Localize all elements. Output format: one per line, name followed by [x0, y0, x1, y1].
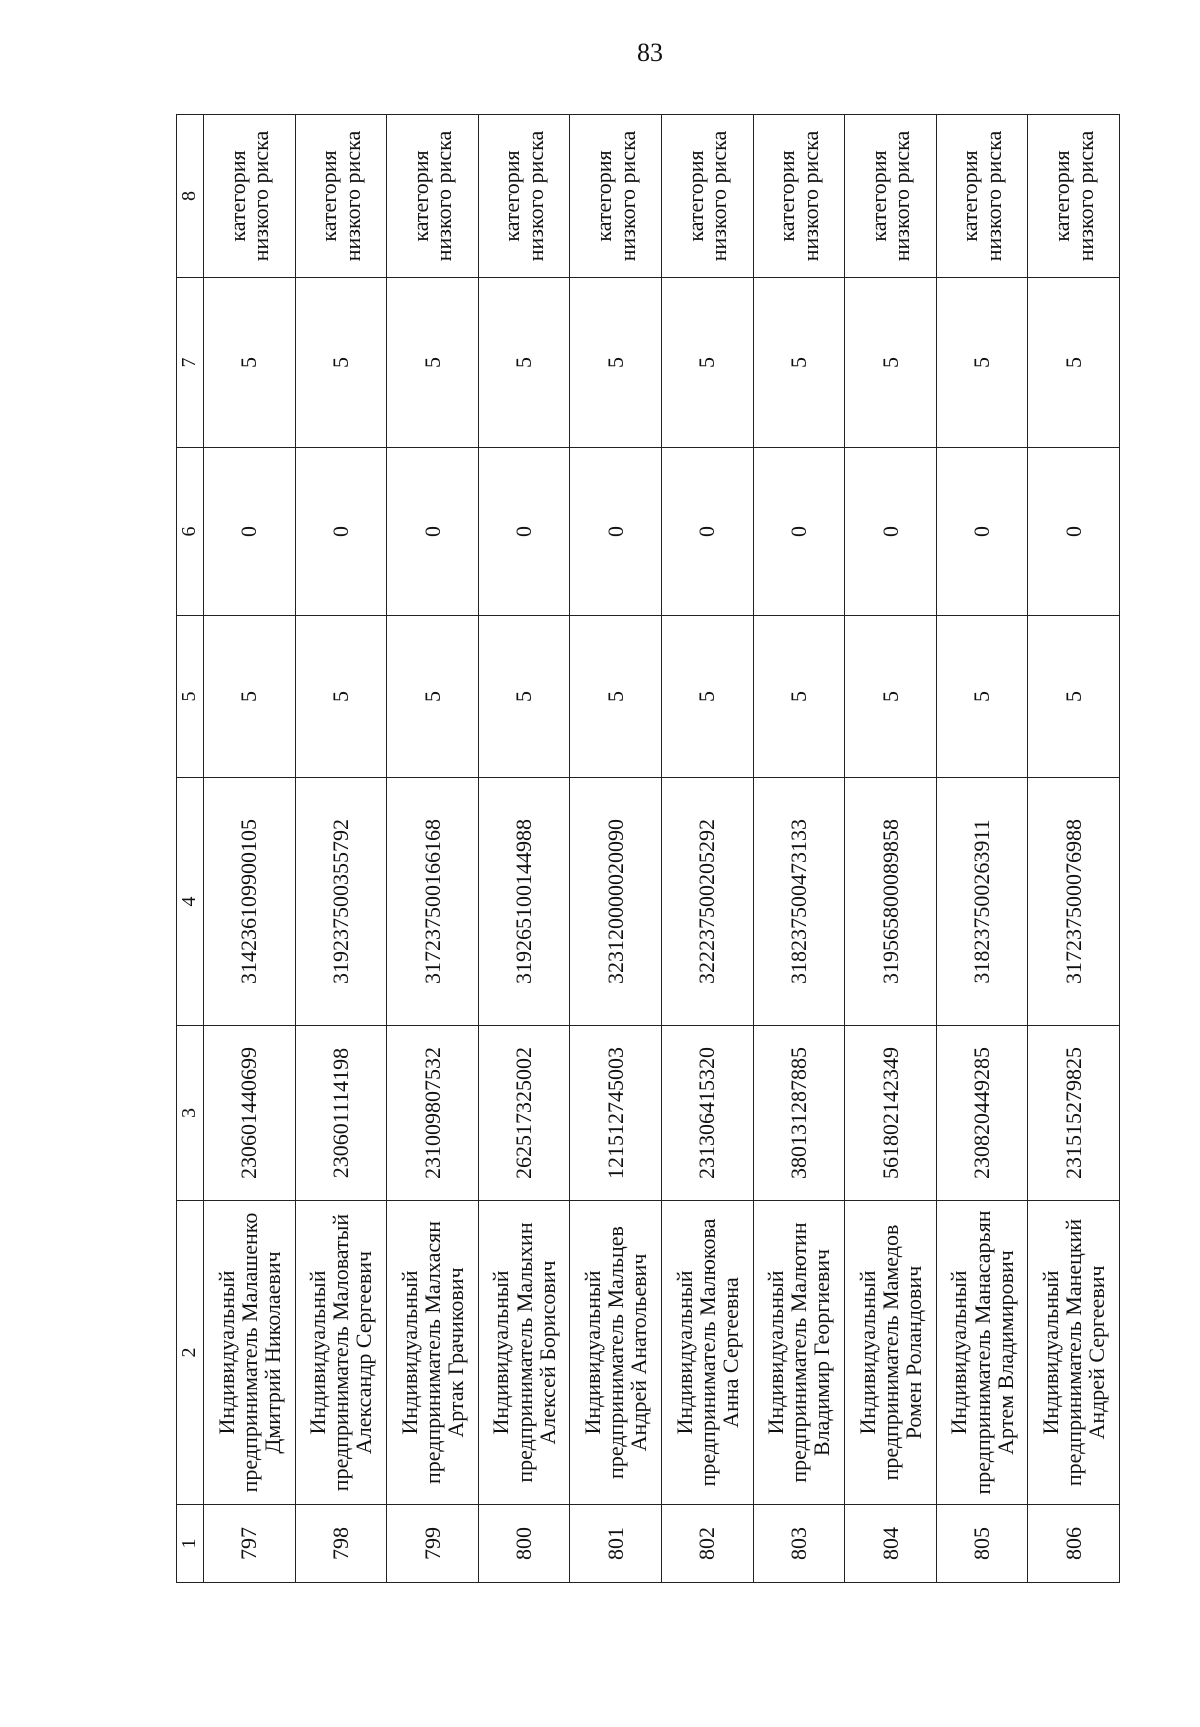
risk-category-line: категория [1048, 150, 1074, 242]
row-number-cell: 805 [936, 1505, 1028, 1583]
entrepreneur-name-cell [295, 1201, 387, 1505]
column-6-cell: 0 [845, 448, 937, 616]
risk-category-line: низкого риска [614, 130, 640, 262]
column-5-cell: 5 [295, 616, 387, 778]
column-7-cell: 5 [753, 278, 845, 448]
entrepreneur-name-line: Андрей Анатольевич [626, 1253, 652, 1452]
risk-category-cell [295, 115, 387, 278]
row-number-cell: 798 [295, 1505, 387, 1583]
risk-category-cell [936, 115, 1028, 278]
inn-cell: 262517325002 [478, 1026, 570, 1201]
column-6-cell: 0 [478, 448, 570, 616]
row-number-cell: 804 [845, 1505, 937, 1583]
entrepreneur-name-line: Артем Владимирович [992, 1250, 1018, 1455]
inn-cell: 561802142349 [845, 1026, 937, 1201]
risk-category-line: низкого риска [706, 130, 732, 262]
risk-category-line: категория [407, 150, 433, 242]
entrepreneur-name-line: Александр Сергеевич [351, 1250, 377, 1455]
column-7-cell: 5 [1028, 278, 1120, 448]
risk-category-cell [661, 115, 753, 278]
entrepreneur-name-line: Индивидуальный [213, 1270, 239, 1435]
risk-category-line: категория [499, 150, 525, 242]
ogrn-cell: 314236109900105 [204, 778, 296, 1026]
table-row [570, 115, 662, 1583]
entrepreneur-name-line: Владимир Георгиевич [809, 1248, 835, 1457]
column-header-5: 5 [177, 616, 204, 778]
column-7-cell: 5 [204, 278, 296, 448]
risk-category-line: низкого риска [889, 130, 915, 262]
page-number: 83 [637, 38, 663, 67]
table-row [661, 115, 753, 1583]
ogrn-cell: 323120000020090 [570, 778, 662, 1026]
table-row [387, 115, 479, 1583]
table-row [753, 115, 845, 1583]
entrepreneur-name-line: предприниматель Манецкий [1061, 1218, 1087, 1487]
entrepreneur-name-line: предприниматель Манасарьян [969, 1210, 995, 1495]
risk-category-line: категория [682, 150, 708, 242]
row-number-cell: 806 [1028, 1505, 1120, 1583]
entrepreneur-name-line: Ромен Роландович [901, 1265, 926, 1440]
risk-category-line: низкого риска [431, 130, 457, 262]
inn-cell: 231515279825 [1028, 1026, 1120, 1201]
column-header-2: 2 [177, 1201, 204, 1505]
entrepreneur-name-line: Анна Сергеевна [717, 1277, 743, 1428]
risk-category-line: низкого риска [339, 130, 365, 262]
risk-category-cell [204, 115, 296, 278]
entrepreneur-name-cell [204, 1201, 296, 1505]
column-6-cell: 0 [661, 448, 753, 616]
risk-category-line: низкого риска [523, 130, 549, 262]
header-row [177, 115, 204, 1583]
entrepreneur-name-line: Андрей Сергеевич [1084, 1265, 1110, 1440]
risk-category-line: категория [865, 150, 891, 242]
column-6-cell: 0 [570, 448, 662, 616]
entrepreneur-name-line: предприниматель Малютин [786, 1222, 812, 1483]
inn-cell: 121512745003 [570, 1026, 662, 1201]
risk-category-line: категория [590, 150, 616, 242]
risk-category-line: категория [224, 150, 250, 242]
entrepreneur-name-line: Индивидуальный [396, 1270, 422, 1435]
entrepreneur-name-line: Артак Грачикович [443, 1267, 469, 1438]
entrepreneur-name-line: предприниматель Мамедов [877, 1224, 903, 1481]
entrepreneur-name-cell [845, 1201, 937, 1505]
entrepreneur-name-line: предприниматель Малыхин [511, 1222, 537, 1483]
risk-category-cell [478, 115, 570, 278]
row-number-cell: 802 [661, 1505, 753, 1583]
risk-category-line: низкого риска [1072, 130, 1098, 262]
ogrn-cell: 317237500076988 [1028, 778, 1120, 1026]
row-number-cell: 801 [570, 1505, 662, 1583]
risk-category-line: категория [774, 150, 800, 242]
registry-table-container [176, 115, 1120, 1583]
row-number-cell: 799 [387, 1505, 479, 1583]
table-row [204, 115, 296, 1583]
risk-category-line: низкого риска [981, 130, 1007, 262]
inn-cell: 230820449285 [936, 1026, 1028, 1201]
column-header-3: 3 [177, 1026, 204, 1201]
column-5-cell: 5 [570, 616, 662, 778]
table-row [295, 115, 387, 1583]
column-5-cell: 5 [204, 616, 296, 778]
column-7-cell: 5 [478, 278, 570, 448]
ogrn-cell: 319265100144988 [478, 778, 570, 1026]
entrepreneur-name-line: Индивидуальный [946, 1270, 972, 1435]
entrepreneur-name-line: предприниматель Малхасян [419, 1220, 445, 1485]
entrepreneur-name-line: Индивидуальный [488, 1270, 514, 1435]
ogrn-cell: 318237500263911 [936, 778, 1028, 1026]
entrepreneur-name-cell [1028, 1201, 1120, 1505]
column-6-cell: 0 [295, 448, 387, 616]
table-row [1028, 115, 1120, 1583]
entrepreneur-name-line: Индивидуальный [1038, 1270, 1064, 1435]
column-7-cell: 5 [936, 278, 1028, 448]
entrepreneur-name-line: предприниматель Маловатый [328, 1213, 354, 1492]
ogrn-cell: 319237500355792 [295, 778, 387, 1026]
entrepreneur-name-cell [478, 1201, 570, 1505]
entrepreneur-name-line: Алексей Борисович [534, 1260, 560, 1445]
row-number-cell: 803 [753, 1505, 845, 1583]
entrepreneur-name-line: предприниматель Малюкова [694, 1218, 720, 1487]
ogrn-cell: 317237500166168 [387, 778, 479, 1026]
entrepreneur-name-line: Индивидуальный [580, 1270, 606, 1435]
column-6-cell: 0 [387, 448, 479, 616]
risk-category-cell [753, 115, 845, 278]
column-6-cell: 0 [753, 448, 845, 616]
column-7-cell: 5 [845, 278, 937, 448]
inn-cell: 230601440699 [204, 1026, 296, 1201]
column-5-cell: 5 [845, 616, 937, 778]
risk-category-cell [570, 115, 662, 278]
table-body [204, 115, 1120, 1583]
entrepreneur-name-line: Индивидуальный [305, 1270, 331, 1435]
risk-category-line: низкого риска [248, 130, 274, 262]
column-header-8: 8 [177, 115, 204, 278]
table-row [478, 115, 570, 1583]
entrepreneur-name-cell [936, 1201, 1028, 1505]
column-6-cell: 0 [204, 448, 296, 616]
column-5-cell: 5 [478, 616, 570, 778]
column-5-cell: 5 [387, 616, 479, 778]
risk-category-cell [1028, 115, 1120, 278]
inn-cell: 231306415320 [661, 1026, 753, 1201]
ogrn-cell: 319565800089858 [845, 778, 937, 1026]
column-6-cell: 0 [1028, 448, 1120, 616]
row-number-cell: 800 [478, 1505, 570, 1583]
risk-category-line: низкого риска [797, 130, 823, 262]
column-5-cell: 5 [661, 616, 753, 778]
entrepreneur-name-cell [387, 1201, 479, 1505]
row-number-cell: 797 [204, 1505, 296, 1583]
inn-cell: 231009807532 [387, 1026, 479, 1201]
risk-category-cell [845, 115, 937, 278]
ogrn-cell: 322237500205292 [661, 778, 753, 1026]
entrepreneur-name-cell [570, 1201, 662, 1505]
column-5-cell: 5 [753, 616, 845, 778]
column-6-cell: 0 [936, 448, 1028, 616]
entrepreneur-name-line: Дмитрий Николаевич [259, 1251, 285, 1454]
entrepreneur-name-line: Индивидуальный [854, 1270, 880, 1435]
entrepreneur-name-line: Индивидуальный [763, 1270, 789, 1435]
inn-cell: 230601114198 [295, 1026, 387, 1201]
column-7-cell: 5 [661, 278, 753, 448]
entrepreneur-name-cell [661, 1201, 753, 1505]
column-header-7: 7 [177, 278, 204, 448]
risk-category-cell [387, 115, 479, 278]
entrepreneur-name-line: предприниматель Малашенко [236, 1212, 262, 1493]
column-header-6: 6 [177, 448, 204, 616]
inn-cell: 380131287885 [753, 1026, 845, 1201]
column-5-cell: 5 [936, 616, 1028, 778]
entrepreneur-name-line: предприниматель Мальцев [603, 1226, 629, 1479]
column-header-1: 1 [177, 1505, 204, 1583]
risk-category-line: категория [316, 150, 342, 242]
table-row [845, 115, 937, 1583]
column-7-cell: 5 [387, 278, 479, 448]
column-5-cell: 5 [1028, 616, 1120, 778]
column-7-cell: 5 [570, 278, 662, 448]
table-row [936, 115, 1028, 1583]
ogrn-cell: 318237500473133 [753, 778, 845, 1026]
risk-category-line: категория [957, 150, 983, 242]
entrepreneur-name-cell [753, 1201, 845, 1505]
column-7-cell: 5 [295, 278, 387, 448]
entrepreneur-name-line: Индивидуальный [671, 1270, 697, 1435]
column-header-4: 4 [177, 778, 204, 1026]
registry-table [176, 114, 1120, 1583]
